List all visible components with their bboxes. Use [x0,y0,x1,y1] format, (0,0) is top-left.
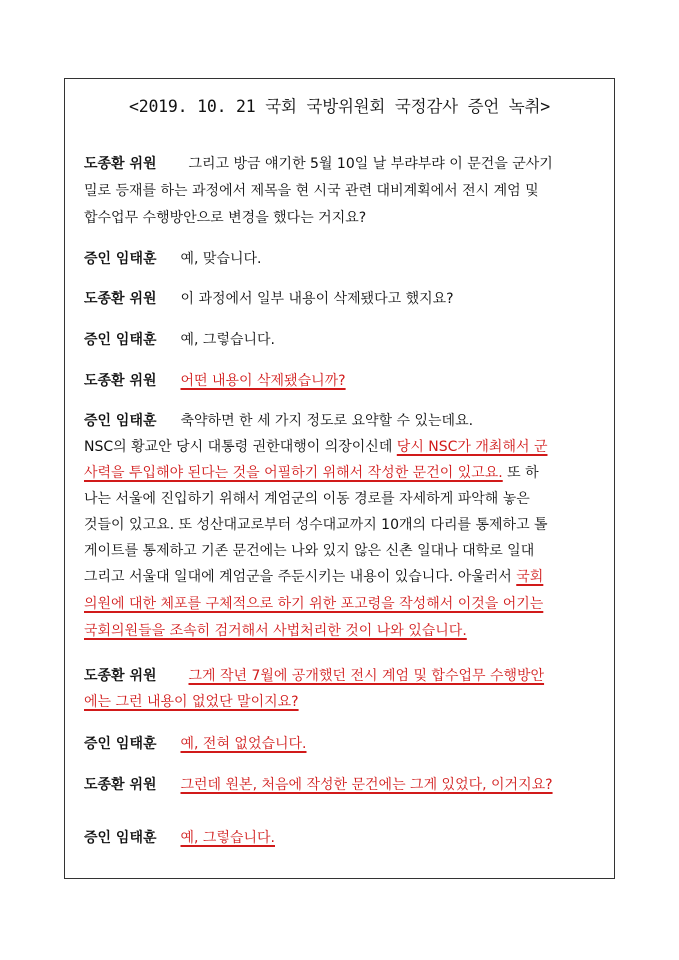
statement-text: 나는 서울에 진입하기 위해서 계엄군의 이동 경로를 자세하게 파악해 놓은 [84,491,530,507]
document-title: <2019. 10. 21 국회 국방위원회 국정감사 증언 녹취> [128,97,551,116]
highlighted-text: 국회의원들을 조속히 검거해서 사법처리한 것이 나와 있습니다. [84,623,467,639]
speaker-label: 도종환 위원 [84,291,157,307]
speaker-label: 증인 임태훈 [84,736,157,752]
speaker-line [84,735,307,753]
statement-text: 게이트를 통제하고 기존 문건에는 나와 있지 않은 신촌 일대나 대학로 일대 [84,543,535,559]
speaker-label: 증인 임태훈 [84,332,157,348]
statement-line [84,464,539,482]
statement-line [84,568,543,586]
highlighted-answer: 예, 전혀 없었습니다. [180,736,307,752]
speaker-line [84,250,261,268]
speaker-line [84,776,553,794]
speaker-line [84,412,473,430]
statement-text: 그리고 서울대 일대에 계엄군을 주둔시키는 내용이 있습니다. 아울러서 [84,569,517,585]
statement-text: 축약하면 한 세 가지 정도로 요약할 수 있는데요. [180,413,474,429]
speaker-line [84,155,553,173]
highlighted-question: 어떤 내용이 삭제됐습니까? [180,373,346,389]
speaker-label: 증인 임태훈 [84,413,157,429]
speaker-line [84,829,275,847]
highlighted-text: 당시 NSC가 개최해서 군 [396,439,548,455]
speaker-line [84,372,346,390]
speaker-label: 증인 임태훈 [84,251,157,267]
speaker-label: 도종환 위원 [84,373,157,389]
statement-line [84,438,547,456]
statement-text: 것들이 있고요. 또 성산대교로부터 성수대교까지 10개의 다리를 통제하고 톨 [84,517,548,533]
speaker-label: 증인 임태훈 [84,830,157,846]
statement-text: NSC의 황교안 당시 대통령 권한대행이 의장이신데 [84,439,397,455]
statement-text: 또 하 [502,465,539,481]
highlighted-text: 의원에 대한 체포를 구체적으로 하기 위한 포고령을 작성해서 이것을 어기는 [84,596,544,612]
highlighted-question: 그게 작년 7월에 공개했던 전시 계엄 및 합수업무 수행방안 [188,668,545,684]
speaker-line [84,290,454,308]
statement-text: 그리고 방금 얘기한 5월 10일 날 부랴부랴 이 문건을 군사기 [188,156,553,172]
highlighted-answer: 예, 그렇습니다. [180,830,275,846]
highlighted-question: 그런데 원본, 처음에 작성한 문건에는 그게 있었다, 이거지요? [180,777,553,793]
statement-text: 이 과정에서 일부 내용이 삭제됐다고 했지요? [180,291,454,307]
statement-text: 합수업무 수행방안으로 변경을 했다는 거지요? [84,210,367,226]
statement-text: 예, 맞습니다. [180,251,262,267]
highlighted-text: 국회 [516,569,544,585]
speaker-line [84,667,544,685]
statement-text: 예, 그렇습니다. [180,332,275,348]
speaker-label: 도종환 위원 [84,156,157,172]
speaker-label: 도종환 위원 [84,777,157,793]
speaker-line [84,331,275,349]
speaker-label: 도종환 위원 [84,668,157,684]
statement-text: 밀로 등재를 하는 과정에서 제목을 현 시국 관련 대비계획에서 전시 계엄 및 [84,183,539,199]
highlighted-text: 사력을 투입해야 된다는 것을 어필하기 위해서 작성한 문건이 있고요. [84,465,503,481]
highlighted-question: 에는 그런 내용이 없었단 말이지요? [84,694,299,710]
